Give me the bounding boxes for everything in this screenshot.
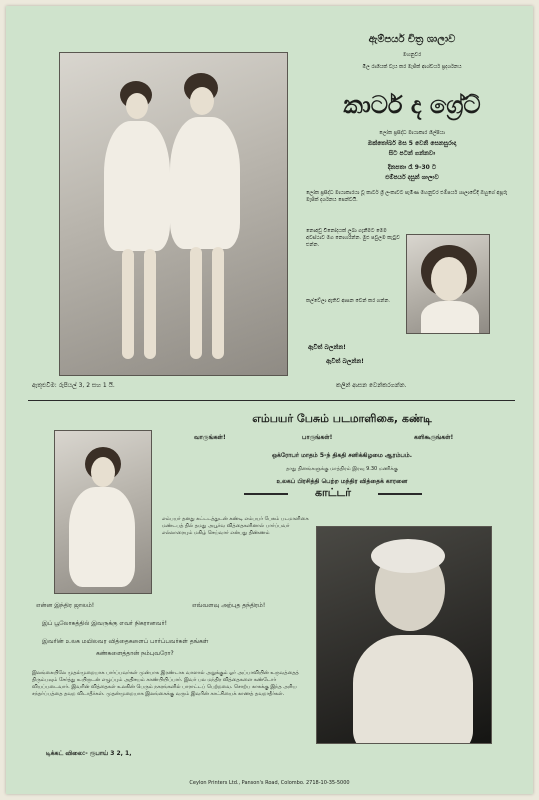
woman-portrait-photo xyxy=(406,234,490,334)
come-and-see-1: ඇවිත් බලන්න! xyxy=(308,344,346,351)
exclaim-believe-2: கண்களைத்தான் நம்புவரோ? xyxy=(96,650,174,657)
tamil-body-text: இலங்கையிலே முதல்முறையாக பார்ப்பவர்கள் முன்பாக இரண்டாக வாளால் அறுக்கும் ஓர் அப்பாவியின் உருவத்தைத் திரும்பவும் சேர்த்து உயிருடன் எழுப்பும் அதிசயம் காண்பியிப்பார். இவர் பல மந்திர வித்தைகளை கண்டோர் வியப்படைவார். இவரின் வித்தைகள் உலகின் பெரும் நகரங்களில் பாராட்டப் பெற்றவை. சொற்ப காசுக்கு இந்த அரிய சந்தர்ப்பத்தை தவற விடாதீர்கள். முதன்முறையாக இலங்கைக்கு வரும் இவரின் காட்சியைக் காணத் தவறாதீர்கள். xyxy=(32,670,299,697)
ticket-prices: டிக்கட் விலை:- ரூபாய் 3 2, 1, xyxy=(46,750,132,757)
call-come: வாருங்கள்! xyxy=(194,434,226,441)
top-body-2: නොඅඩු විනෝදයක් ලබා ගැනීමට මෙම අවස්ථාව මග නොහරින්න. මුළු පවුලම කැටුව එන්න. xyxy=(306,228,400,248)
tamil-intro-paragraph: எம்பயர் தனது கட்டடத்துடன் கண்டி எம்பயர் பேசும் படமாளிகை மண்டபத் தில் தமது அபூர்வ வித்தைகளினால் பார்ப்பவர் எல்லாரையும் மகிழ் செய்வார் என்பது திண்ணம் xyxy=(162,516,309,536)
venue-subheading: මහනුවර xyxy=(402,52,422,58)
exclaim-peerless: இப் பூலோகத்தில் இவருக்கு எவர் நிகரானவர்! xyxy=(42,620,167,627)
intro-text: මිල රාශියක් වැය කර මැජික් ආශ්චර්ය ප්‍රදර්ශනය xyxy=(362,64,462,70)
section-divider xyxy=(28,400,515,401)
title-tagline: ලෝක ප්‍රසිද්ධ මායාකාර ශිල්පියා xyxy=(379,130,445,136)
tamil-time-line: தாது தினங்களுக்கு மாத்திரம் இரவு 9.30 மணிக்கு xyxy=(286,466,398,472)
dancers-photo xyxy=(59,52,288,376)
top-body-1: ලෝක ප්‍රසිද්ධ මායාකාරයා වූ කාටර් ශ්‍රී ලංකාවට පැමිණ මහනුවර එම්පයර් ශාලාවේදී ඔහුගේ අපූරු මැජික් දර්ශනය පෙන්වයි. xyxy=(306,190,508,203)
tamil-fame-line: உலகப் பிரசித்தி பெற்ற மந்திர வித்தைக் காரனை xyxy=(276,478,408,485)
show-title: කාටර් ද ග්‍රේට් xyxy=(343,91,481,119)
exclaim-wonder: எவ்வளவு அற்புத தந்திரம்! xyxy=(192,602,266,609)
top-body-3: කල්වේලා ඇතිව ආසන වෙන් කර ගන්න. xyxy=(306,298,390,304)
exclaim-magic: என்ன இந்திர ஜாலம்! xyxy=(36,602,95,609)
start-line: සිට පටන් ගන්නවා xyxy=(388,150,436,157)
booking-note: කලින් ආසන වෙන්කරගන්න. xyxy=(336,382,407,389)
performer-name: காட்டர் xyxy=(314,486,352,499)
poster-sheet xyxy=(6,6,533,794)
lady-in-fur-photo xyxy=(54,430,152,594)
printer-imprint: Ceylon Printers Ltd., Panson's Road, Colombo. 2718-10-35-5000 xyxy=(189,780,350,786)
flourish-right xyxy=(378,493,422,495)
magician-portrait-photo xyxy=(316,526,492,744)
call-enjoy: களிகூருங்கள்! xyxy=(414,434,454,441)
tamil-venue-heading: எம்பயர் பேசும் படமாளிகை, கண்டி xyxy=(252,412,432,425)
come-and-see-2: ඇවිත් බලන්න! xyxy=(326,358,364,365)
date-line: ඔක්තෝබර් මස 5 වෙනි සෙනසුරාදා xyxy=(367,140,457,147)
tamil-date-line: ஒக்ரோபர் மாதம் 5-ந் திகதி சனிக்கிழமை ஆரம்பம். xyxy=(272,452,412,459)
venue-heading: ඇම්පයර් චිත්‍ර ශාලාව xyxy=(368,34,456,45)
time-line: දිනපතා රෑ 9-30 ට xyxy=(387,164,437,171)
entry-prices: ඇතුළුවීම: රුපියල් 3, 2 සහ 1 යි. xyxy=(32,382,115,389)
exclaim-believe-1: இவரின் உலக மயிலவர வித்தைகளைப் பார்ப்பவர்கள் தங்கள் xyxy=(42,638,209,645)
call-see: பாருங்கள்! xyxy=(302,434,333,441)
flourish-left xyxy=(244,493,288,495)
hall-line: එම්පයර් දසුන් ශාලාව xyxy=(385,174,439,181)
